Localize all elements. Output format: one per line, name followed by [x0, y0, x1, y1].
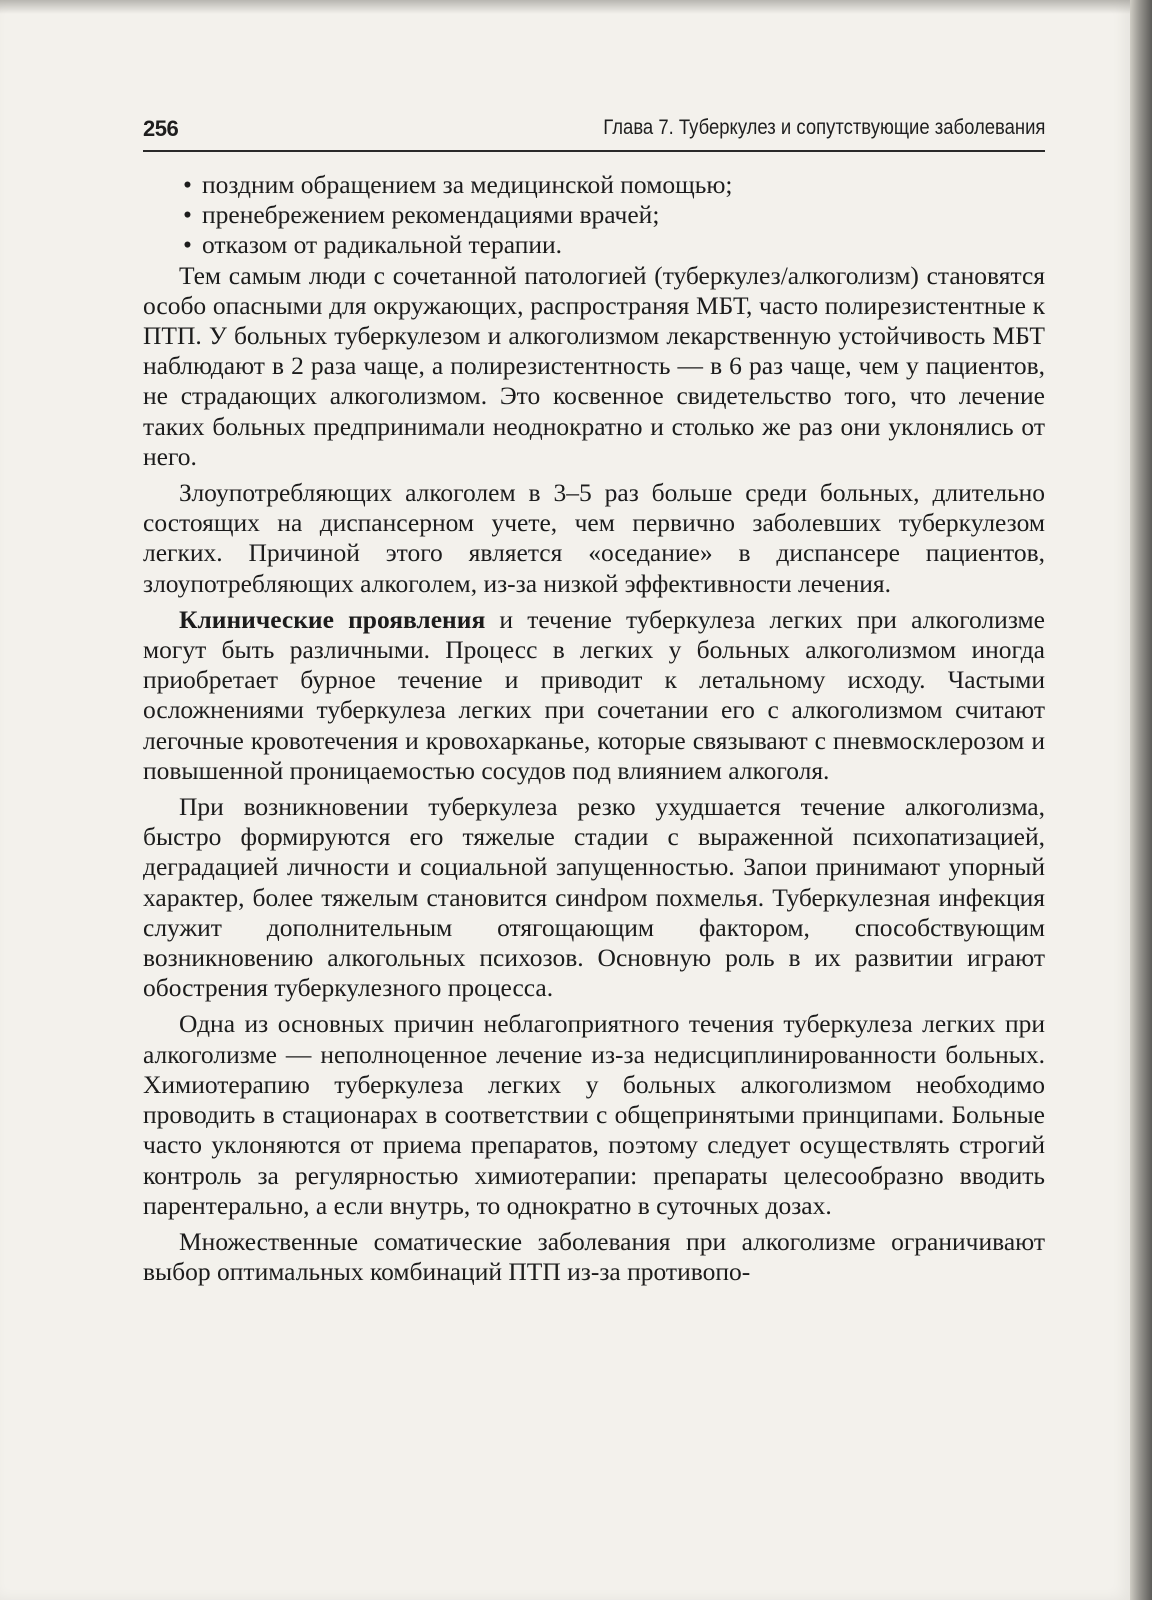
list-item: • поздним обращением за медицинской помощью; [183, 170, 733, 199]
paragraph: Клинические проявления и течение туберкулеза легких при алкоголизме могут быть различными. Процесс в легких у больных алкоголизмом иногда приобретает бурное течение и приводит к летальному исходу. Частыми осложнениями туберкулеза легких при сочетании его с алкоголизмом считают легочные кровотечения и кровохарканье, которые связывают с пневмосклерозом и повышенной проницаемостью сосудов под влиянием алкоголя. [143, 604, 1045, 785]
page-header [143, 110, 1045, 152]
bullet-icon: • [183, 200, 192, 230]
paragraph: Злоупотребляющих алкоголем в 3–5 раз больше среди больных, длительно состоящих на диспансерном учете, чем первично заболевших туберкулезом легких. Причиной этого является «оседание» в диспансере пациентов, злоупотребляющих алкоголем, из-за низкой эффективности лечения. [143, 478, 1045, 598]
bullet-icon: • [183, 230, 192, 260]
page-number: 256 [143, 116, 179, 141]
running-head: Глава 7. Туберкулез и сопутствующие заболевания [602, 116, 1045, 139]
paragraph: При возникновении туберкулеза резко ухудшается течение алкоголизма, быстро формируются его тяжелые стадии с выраженной психопатизацией, деградацией личности и социальной запущенностью. Запои принимают упорный характер, более тяжелым становится синdром похмелья. Туберкулезная инфекция служит дополнительным отягощающим фактором, способствующим возникновению алкогольных психозов. Основную роль в их развитии играют обострения туберкулезного процесса. [143, 792, 1045, 1003]
bullet-icon: • [183, 170, 192, 199]
paragraph: Одна из основных причин неблагоприятного течения туберкулеза легких при алкоголизме — неполноценное лечение из-за недисциплинированности больных. Химиотерапию туберкулеза легких у больных алкоголизмом необходимо проводить в стационарах в соответствии с общепринятыми принципами. Больные часто уклоняются от приема препаратов, поэтому следует осуществлять строгий контроль за регулярностью химиотерапии: препараты целесообразно вводить парентерально, а если внутрь, то однократно в суточных дозах. [143, 1009, 1045, 1220]
page-top-shadow [0, 0, 1130, 14]
bullet-list [143, 170, 1045, 261]
list-item: • отказом от радикальной терапии. [183, 230, 563, 260]
paragraph: Множественные соматические заболевания при алкоголизме ограничивают выбор оптимальных комбинаций ПТП из-за противопо- [143, 1226, 1045, 1287]
list-item: • пренебрежением рекомендациями врачей; [183, 200, 660, 230]
paragraph-lead-bold: Клинические проявления [179, 604, 486, 634]
body-text [143, 170, 1045, 1287]
paragraph: Тем самым люди с сочетанной патологией (туберкулез/алкоголизм) становятся особо опасными для окружающих, распространяя МБТ, часто полирезистентные к ПТП. У больных туберкулезом и алкоголизмом лекарственную устойчивость МБТ наблюдают в 2 раза чаще, а полирезистентность — в 6 раз чаще, чем у пациентов, не страдающих алкоголизмом. Это косвенное свидетельство того, что лечение таких больных предпринимали неоднократно и столько же раз они уклонялись от него. [143, 260, 1045, 471]
book-binding-edge [1130, 0, 1152, 1600]
